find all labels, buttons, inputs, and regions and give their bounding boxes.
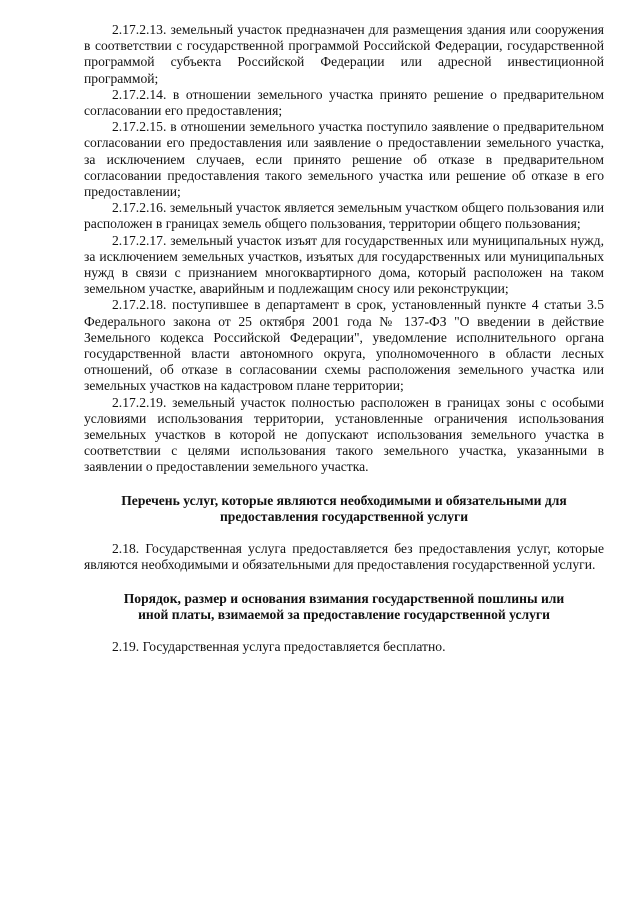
paragraph-2-17-2-14: 2.17.2.14. в отношении земельного участка принято решение о предварительном согласовании его предоставления; xyxy=(84,86,604,119)
paragraph-2-17-2-19: 2.17.2.19. земельный участок полностью расположен в границах зоны с особыми условиями использования территории, установленные ограничения использования земельных участков в которой не допускают использования земельного участка в соответствии с целями использования такого земельного участка, указанными в заявлении о предоставлении земельного участка. xyxy=(84,394,604,475)
paragraph-2-17-2-16: 2.17.2.16. земельный участок является земельным участком общего пользования или расположен в границах земель общего пользования, территории общего пользования; xyxy=(84,200,604,232)
paragraph-2-18: 2.18. Государственная услуга предоставляется без предоставления услуг, которые являются необходимыми и обязательными для предоставления государственной услуги. xyxy=(84,541,604,573)
paragraph-2-17-2-13: 2.17.2.13. земельный участок предназначен для размещения здания или сооружения в соответствии с государственной программой Российской Федерации, государственной программой субъекта Российской Федерации или адресной инвестиционной программой; xyxy=(84,22,604,86)
paragraph-2-17-2-17: 2.17.2.17. земельный участок изъят для государственных или муниципальных нужд, за исключением земельных участков, изъятых для государственных или муниципальных нужд в связи с признанием многоквартирного дома, который расположен на таком земельном участке, аварийным и подлежащим сносу или реконструкции; xyxy=(84,232,604,297)
paragraph-2-17-2-18: 2.17.2.18. поступившее в департамент в срок, установленный пункте 4 статьи 3.5 Федерального закона от 25 октября 2001 года № 137-ФЗ "О введении в действие Земельного кодекса Российской Федерации", уведомление исполнительного органа государственной власти автономного округа, уполномоченного в области лесных отношений, об отказе в согласовании схемы расположения земельного участка или земельных участков на кадастровом плане территории; xyxy=(84,297,604,394)
document-page xyxy=(84,22,604,655)
paragraph-2-17-2-15: 2.17.2.15. в отношении земельного участка поступило заявление о предварительном согласовании его предоставления или заявление о предоставлении земельного участка, за исключением случаев, если принято решение об отказе в предварительном согласовании предоставления такого земельного участка или решение об отказе в его предоставлении; xyxy=(84,119,604,200)
paragraph-2-19: 2.19. Государственная услуга предоставляется бесплатно. xyxy=(112,638,446,654)
section-heading-required-services: Перечень услуг, которые являются необходимыми и обязательными для предоставления государственной услуги xyxy=(121,492,567,524)
section-heading-fees: Порядок, размер и основания взимания государственной пошлины или иной платы, взимаемой за предоставление государственной услуги xyxy=(123,590,565,622)
